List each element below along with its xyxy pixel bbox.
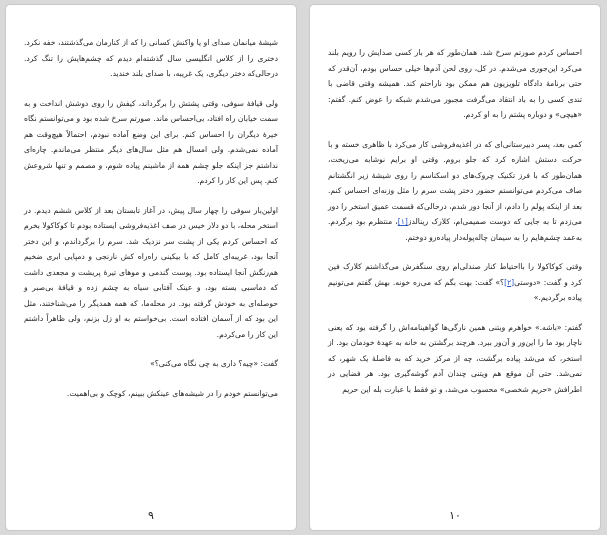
paragraph: می‌توانستم خودم را در شیشه‌های عینکش ببینم، کوچک و بی‌اهمیت.	[66, 388, 278, 398]
paragraph: شیشهٔ میانمان صدای او یا واکنش کسانی را که از کنارمان می‌گذشتند، خفه نکرد. دختری را از کلاس انگلیسی سال گذشته‌ام دیدم که چشم‌هایش را تنگ کرد. درحالی‌که دختر دیگری، یک غریبه، با صدای بلند خندید.	[24, 38, 278, 78]
right-page	[309, 4, 601, 531]
paragraph	[328, 259, 582, 306]
paragraph	[328, 137, 582, 246]
right-page-text	[328, 45, 582, 411]
paragraph-text: وقتی کوکاکولا را بااحتیاط کنار صندلی‌ام روی سنگفرش می‌گذاشتم کلارک فین کرد و گفت: «دوستی	[328, 262, 582, 287]
left-page-text	[24, 35, 278, 415]
paragraph: ولی قیافهٔ سوفی، وقتی پشتش را برگرداند، کیفش را روی دوشش انداخت و به سمت خیابان راه افتاد، بی‌احساس ماند. صورتم سرخ شده بود و می‌توانستم نگاه خیرهٔ دیگران را احساس کنم. برای این وضع آماده نبودم، احتمالاً هیچ‌وقت هم آماده نمی‌شدم. ولی امسال هم مثل سال‌های دیگر منتظر می‌ماندم. چاره‌ای نداشتم جز اینکه جلو چشم همه از ماشینم پیاده شوم، و مصمم و تنها شروعش کنم. پس این کار را کردم.	[24, 98, 278, 185]
paragraph	[328, 320, 582, 398]
page-number: ۹	[148, 509, 154, 522]
footnote-link[interactable]: [۲]	[504, 277, 515, 287]
left-page	[5, 4, 297, 531]
paragraph-text: احساس کردم صورتم سرخ شد. همان‌طور که هر بار کسی صدایش را رویم بلند می‌کرد این‌جوری می‌شدم. در کل، روی لحن آدم‌ها خیلی حساس بودم، آن‌قدر که حتی برنامهٔ دادگاه تلویزیون هم ممکن بود ناراحتم کند. همیشه وقتی قاضی با تندی کسی را به باد انتقاد می‌گرفت مجبور می‌شدم شبکه را عوض کنم. گفتم: «هیچی» و دوباره پشتم را به او کردم.	[328, 48, 582, 119]
paragraph: اولین‌بار سوفی را چهار سال پیش، در آغاز تابستان بعد از کلاس ششم دیدم. در استخر محله، با دو دلار خیس در صف اغذیه‌فروشی ایستاده بودم تا کوکاکولا بخرم که احساس کردم یکی از پشت سر نزدیک شد. سرم را برگرداندم، و این دختر آنجا بود، غریبه‌ای کامل که با بیکینی راه‌راه کش نارنجی و دمپایی ابری ضخیم هم‌رنگش آنجا ایستاده بود. پوست گندمی و موهای تیرهٔ پریشت و مجعدی داشت که دماسبی بسته بود، و عینک آفتابی سیاه به چشم زده و قیافهٔ بی‌صبر و حوصله‌ای به خودش گرفته بود. در محله‌ما، که همه همدیگر را می‌شناختند، مثل این بود که از آسمان افتاده است. بی‌خواستم به او زل بزنم، ولی ظاهراً داشتم این کار را می‌کردم.	[24, 205, 278, 339]
paragraph-text: ؟» گفت: بهت بگم که می‌ره خونه. بهش گفتم می‌تونیم پیاده برگردیم.»	[328, 277, 582, 302]
footnote-link[interactable]: [۱]	[397, 217, 408, 226]
paragraph-text: کمی بعد، پسر دبیرستانی‌ای که در اغذیه‌فروشی کار می‌کرد با ظاهری خسته و با حرکت دستش اشاره کرد که جلو بروم. وقتی او برایم نوشابه می‌ریخت، همان‌طور که با فرز تکنیک چروک‌های دو اسکناسم را روی شیشهٔ زیر انگشتانم صاف می‌کردم می‌توانستم حضور دختر پشت سرم را مثل وزنه‌ای احساس کنم. بعد از اینکه پولم را دادم، از آنجا دور شدم، درحالی‌که قسمت عمیق استخر را دور می‌زدم تا به جایی که دوست صمیمی‌ام، کلارک رینالدز	[328, 139, 582, 226]
paragraph	[328, 45, 582, 123]
page-number: ۱۰	[449, 509, 461, 522]
paragraph-text: گفتم: «باشه.» خواهرم ویتنی همین نارگی‌ها گواهینامه‌اش را گرفته بود که یعنی ناچار بود ما را این‌ور و آن‌ور ببرد. هرچند برگشتن به خانه به عهدهٔ خودمان بود. از استخر، که می‌شد پیاده برگشت، چه از مرکز خرید که به فاصلهٔ یک شهر، که نمی‌شد. حتی آن موقع هم ویتنی چندان آدم گوشه‌گیری بود. هر فضایی در اطرافش «حریم شخصی» محسوب می‌شد، و تو فقط با عبارت بله این حریم	[328, 322, 582, 394]
paragraph-text: ، منتظرم بود برگردم. به‌عمد چشم‌هایم را به سیمان چاله‌پوله‌دار پیاده‌رو دوختم.	[328, 217, 582, 242]
paragraph: گفت: «چیه؟ داری به چی نگاه می‌کنی؟»	[150, 359, 278, 368]
